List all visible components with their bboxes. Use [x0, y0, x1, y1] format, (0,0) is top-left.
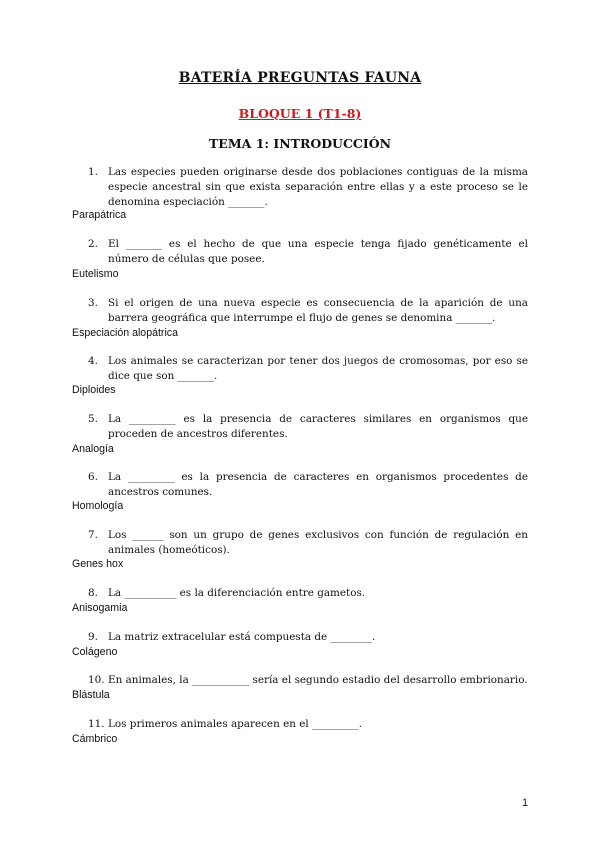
question-text: Los primeros animales aparecen en el _________. — [108, 718, 363, 730]
question-number: 11. — [88, 718, 105, 730]
answer-2: Eutelismo — [72, 268, 119, 280]
question-number: 10. — [88, 674, 105, 686]
question-number: 6. — [88, 471, 98, 483]
question-4 — [88, 354, 528, 384]
question-10 — [88, 673, 528, 688]
answer-4: Diploides — [72, 384, 116, 396]
question-1 — [88, 165, 528, 210]
answer-9: Colágeno — [72, 646, 118, 658]
answer-1: Parapátrica — [72, 209, 127, 221]
question-number: 2. — [88, 238, 98, 250]
answer-11: Cámbrico — [72, 733, 118, 745]
answer-3: Especiación alopátrica — [72, 327, 178, 339]
page-number: 1 — [522, 797, 528, 809]
question-2 — [88, 237, 528, 267]
question-text: El _______ es el hecho de que una especie tenga fijado genéticamente el número de células que posee. — [108, 238, 528, 265]
question-9 — [88, 630, 528, 645]
question-number: 4. — [88, 355, 98, 367]
document-title: BATERÍA PREGUNTAS FAUNA — [178, 70, 422, 86]
answer-10: Blástula — [72, 689, 110, 701]
question-text: La _________ es la presencia de caracteres en organismos procedentes de ancestros comunes. — [108, 471, 528, 498]
answer-8: Anisogamia — [72, 602, 128, 614]
question-text: Los animales se caracterizan por tener dos juegos de cromosomas, por eso se dice que son _______. — [108, 355, 528, 382]
topic-heading: TEMA 1: INTRODUCCIÓN — [208, 136, 392, 151]
question-number: 8. — [88, 587, 98, 599]
answer-6: Homología — [72, 500, 124, 512]
question-text: La __________ es la diferenciación entre gametos. — [108, 587, 366, 599]
answer-5: Analogía — [72, 443, 114, 455]
question-number: 1. — [88, 166, 98, 178]
question-5 — [88, 412, 528, 442]
question-3 — [88, 296, 528, 326]
answer-7: Genes hox — [72, 558, 124, 570]
question-text: La _________ es la presencia de caracteres similares en organismos que proceden de ancestros diferentes. — [108, 413, 528, 440]
question-number: 9. — [88, 631, 98, 643]
question-text: Si el origen de una nueva especie es consecuencia de la aparición de una barrera geográfica que interrumpe el flujo de genes se denomina _______. — [108, 297, 528, 324]
question-8 — [88, 586, 528, 601]
question-text: En animales, la ___________ sería el segundo estadio del desarrollo embrionario. — [108, 674, 528, 686]
question-number: 7. — [88, 529, 98, 541]
question-11 — [88, 717, 528, 732]
question-6 — [88, 470, 528, 500]
question-number: 5. — [88, 413, 98, 425]
question-number: 3. — [88, 297, 98, 309]
block-heading: BLOQUE 1 (T1-8) — [238, 106, 362, 121]
question-7 — [88, 528, 528, 558]
question-text: Los ______ son un grupo de genes exclusivos con función de regulación en animales (homeóticos). — [108, 529, 528, 556]
question-text: Las especies pueden originarse desde dos poblaciones contiguas de la misma especie ancestral sin que exista separación entre ellas y a este proceso se le denomina especiación _______. — [108, 166, 528, 208]
question-text: La matriz extracelular está compuesta de ________. — [108, 631, 376, 643]
